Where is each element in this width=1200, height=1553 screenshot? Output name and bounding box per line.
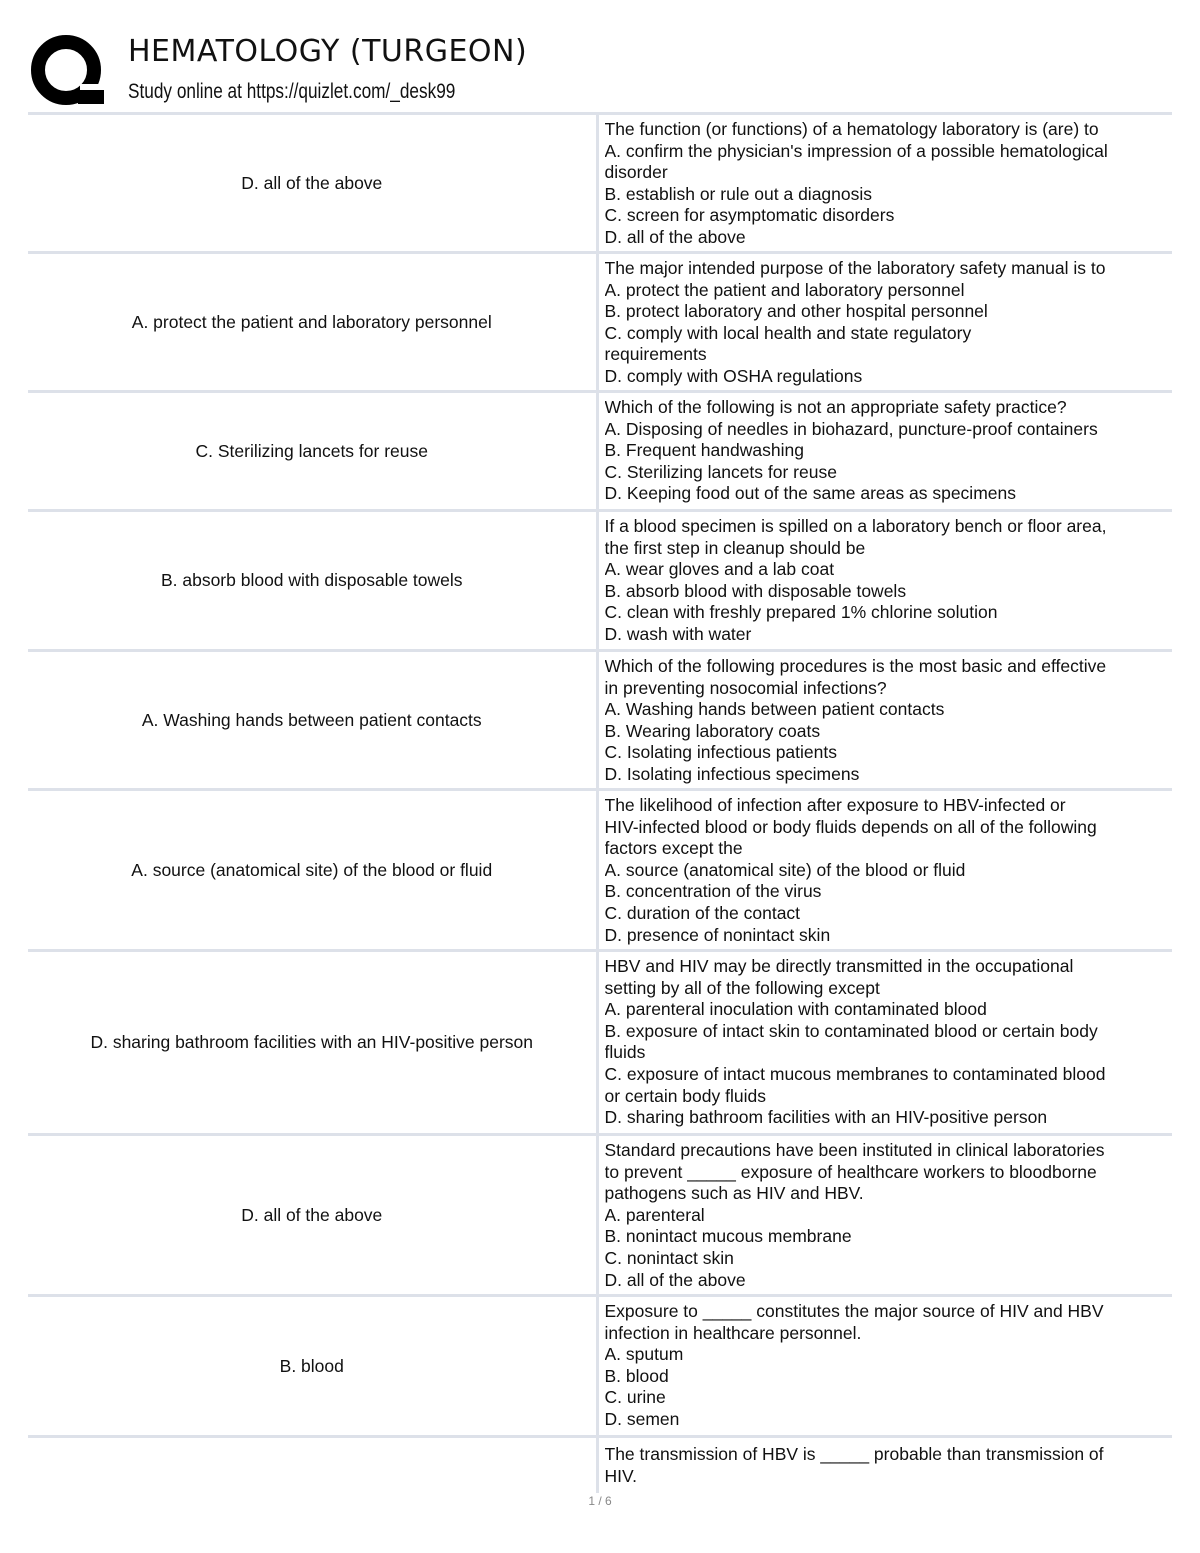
study-link-text: Study online at https://quizlet.com/_desk99	[128, 80, 456, 103]
question-line: A. Washing hands between patient contacts	[604, 699, 945, 720]
card-question	[596, 254, 1173, 390]
question-line: C. screen for asymptomatic disorders	[604, 205, 895, 226]
flashcard-table	[28, 112, 1172, 1493]
question-line: B. Wearing laboratory coats	[604, 720, 821, 741]
quizlet-logo-icon	[30, 32, 106, 108]
card-row	[28, 1133, 1172, 1294]
question-line: B. blood	[604, 1365, 669, 1386]
card-question	[596, 512, 1173, 649]
question-line: D. comply with OSHA regulations	[604, 365, 863, 386]
card-answer: C. Sterilizing lancets for reuse	[195, 440, 428, 461]
card-row	[28, 112, 1172, 251]
question-line: D. semen	[604, 1408, 680, 1429]
question-line: C. nonintact skin	[604, 1247, 734, 1268]
question-line: fluids	[604, 1042, 646, 1063]
question-line: B. Frequent handwashing	[604, 440, 804, 461]
question-line: C. comply with local health and state regulatory	[604, 322, 972, 343]
page-title: HEMATOLOGY (TURGEON)	[128, 34, 528, 69]
question-line: the first step in cleanup should be	[604, 537, 866, 558]
card-question	[596, 393, 1173, 509]
question-line: requirements	[604, 344, 707, 365]
question-line: D. Isolating infectious specimens	[604, 763, 860, 784]
question-line: HIV.	[604, 1465, 637, 1486]
card-row	[28, 1435, 1172, 1493]
question-line: HIV-infected blood or body fluids depends on all of the following	[604, 816, 1097, 837]
card-answer: A. source (anatomical site) of the blood or fluid	[131, 859, 493, 880]
question-line: D. sharing bathroom facilities with an HIV-positive person	[604, 1107, 1048, 1128]
question-line: A. wear gloves and a lab coat	[604, 559, 835, 580]
question-line: or certain body fluids	[604, 1085, 766, 1106]
card-row	[28, 509, 1172, 649]
card-answer: A. Washing hands between patient contacts	[141, 709, 482, 730]
question-line: disorder	[604, 162, 668, 183]
question-line: Which of the following is not an appropriate safety practice?	[604, 397, 1067, 417]
question-line: B. concentration of the virus	[604, 881, 822, 902]
card-row	[28, 788, 1172, 949]
card-answer	[28, 1438, 596, 1493]
question-line: pathogens such as HIV and HBV.	[604, 1183, 864, 1204]
question-line: A. protect the patient and laboratory personnel	[604, 279, 965, 300]
question-line: B. nonintact mucous membrane	[604, 1226, 852, 1247]
question-line: C. Sterilizing lancets for reuse	[604, 461, 837, 482]
card-row	[28, 649, 1172, 788]
question-line: A. parenteral inoculation with contaminated blood	[604, 999, 987, 1020]
question-line: infection in healthcare personnel.	[604, 1322, 862, 1343]
question-line: Which of the following procedures is the most basic and effective	[604, 656, 1107, 676]
question-line: setting by all of the following except	[604, 977, 880, 998]
question-line: B. exposure of intact skin to contaminated blood or certain body	[604, 1020, 1098, 1041]
card-question	[596, 115, 1173, 251]
question-line: A. sputum	[604, 1344, 684, 1365]
card-answer: B. blood	[279, 1355, 344, 1376]
card-row	[28, 949, 1172, 1133]
question-line: D. all of the above	[604, 226, 746, 247]
question-line: C. exposure of intact mucous membranes to contaminated blood	[604, 1063, 1106, 1084]
question-line: D. wash with water	[604, 623, 752, 644]
question-line: Exposure to _____ constitutes the major source of HIV and HBV	[604, 1301, 1104, 1321]
card-answer: D. all of the above	[241, 1204, 383, 1225]
question-line: D. Keeping food out of the same areas as specimens	[604, 483, 1016, 504]
card-question	[596, 1438, 1173, 1493]
card-row	[28, 1294, 1172, 1435]
question-line: The likelihood of infection after exposure to HBV-infected or	[604, 795, 1066, 815]
question-line: factors except the	[604, 838, 743, 859]
question-line: C. Isolating infectious patients	[604, 742, 837, 763]
card-question	[596, 791, 1173, 949]
question-line: B. establish or rule out a diagnosis	[604, 183, 873, 204]
question-line: C. clean with freshly prepared 1% chlorine solution	[604, 602, 998, 623]
question-line: B. protect laboratory and other hospital personnel	[604, 301, 988, 322]
question-line: D. all of the above	[604, 1269, 746, 1290]
question-line: A. confirm the physician's impression of a possible hematological	[604, 140, 1108, 161]
card-row	[28, 251, 1172, 390]
question-line: B. absorb blood with disposable towels	[604, 580, 907, 601]
question-line: The transmission of HBV is _____ probable than transmission of	[604, 1444, 1104, 1464]
question-line: The major intended purpose of the laboratory safety manual is to	[604, 258, 1106, 278]
card-question	[596, 1297, 1173, 1435]
card-question	[596, 1136, 1173, 1294]
card-question	[596, 652, 1173, 788]
card-row	[28, 390, 1172, 509]
question-line: The function (or functions) of a hematology laboratory is (are) to	[604, 119, 1099, 139]
card-answer: D. all of the above	[241, 172, 383, 193]
card-answer: A. protect the patient and laboratory personnel	[131, 311, 492, 332]
question-line: C. duration of the contact	[604, 902, 801, 923]
page-header	[30, 30, 1170, 110]
question-line: C. urine	[604, 1387, 666, 1408]
question-line: in preventing nosocomial infections?	[604, 677, 887, 698]
question-line: D. presence of nonintact skin	[604, 924, 831, 945]
page-number: 1 / 6	[588, 1494, 612, 1508]
question-line: HBV and HIV may be directly transmitted in the occupational	[604, 956, 1074, 976]
question-line: A. parenteral	[604, 1204, 705, 1225]
question-line: A. Disposing of needles in biohazard, puncture-proof containers	[604, 418, 1098, 439]
question-line: Standard precautions have been instituted in clinical laboratories	[604, 1140, 1105, 1160]
card-answer: D. sharing bathroom facilities with an HIV-positive person	[90, 1032, 534, 1052]
question-line: to prevent _____ exposure of healthcare workers to bloodborne	[604, 1161, 1097, 1182]
question-line: A. source (anatomical site) of the blood or fluid	[604, 859, 966, 880]
question-line: If a blood specimen is spilled on a laboratory bench or floor area,	[604, 516, 1107, 536]
card-answer: B. absorb blood with disposable towels	[160, 570, 463, 590]
card-question	[596, 952, 1173, 1133]
